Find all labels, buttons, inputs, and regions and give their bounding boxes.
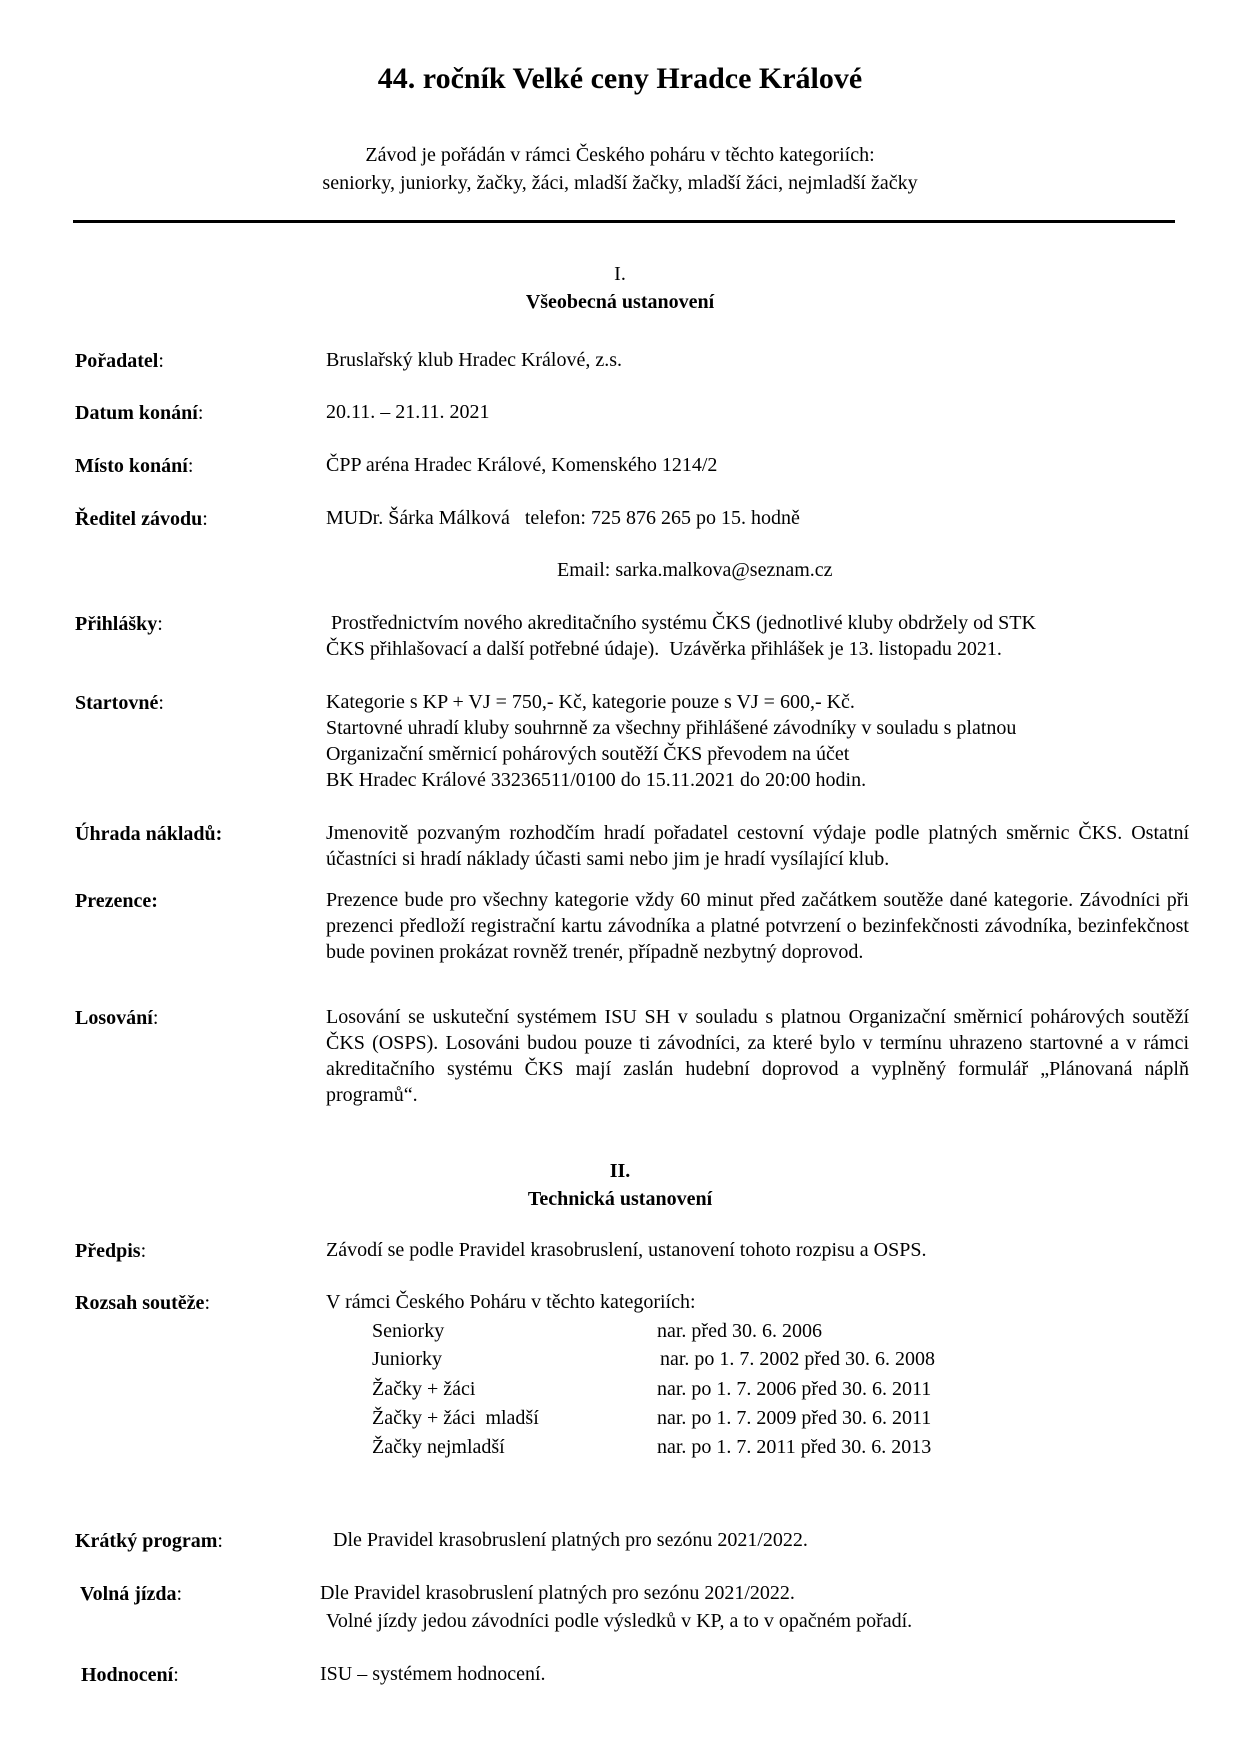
section-2-heading: Technická ustanovení [527, 1188, 713, 1210]
category-date: nar. po 1. 7. 2002 před 30. 6. 2008 [660, 1348, 935, 1370]
label-hodnoceni: Hodnocení: [81, 1664, 179, 1686]
section-2-number: II. [609, 1160, 631, 1182]
value-startovne-line-1: Kategorie s KP + VJ = 750,- Kč, kategorie pouze s VJ = 600,- Kč. [326, 691, 855, 713]
section-1-number: I. [614, 263, 626, 285]
category-date: nar. před 30. 6. 2006 [657, 1320, 822, 1342]
value-prihlasky-line-2: ČKS přihlašovací a další potřebné údaje). Uzávěrka přihlášek je 13. listopadu 2021. [326, 638, 1002, 660]
value-misto-konani: ČPP aréna Hradec Králové, Komenského 1214/2 [326, 454, 718, 476]
value-volna-jizda-line-1: Dle Pravidel krasobruslení platných pro sezónu 2021/2022. [320, 1582, 795, 1604]
value-reditel-zavodu: MUDr. Šárka Málková telefon: 725 876 265 po 15. hodně [326, 507, 800, 529]
label-startovne: Startovné: [75, 692, 164, 714]
value-losovani: Losování se uskuteční systémem ISU SH v souladu s platnou Organizační směrnicí pohárových soutěží ČKS (OSPS). Losováni budou pouze ti závodníci, za které bylo v termínu uhrazeno startovné a v rámci akreditačního systému ČKS mají zaslán hudební doprovod a vyplněný formulář „Plánovaná náplň programů“. [326, 1006, 1189, 1106]
document-title: 44. ročník Velké ceny Hradce Králové [377, 62, 863, 95]
label-prihlasky: Přihlášky: [75, 613, 163, 635]
intro-line-1: Závod je pořádán v rámci Českého poháru v těchto kategoriích: [365, 144, 875, 166]
label-datum-konani: Datum konání: [75, 402, 204, 424]
category-date: nar. po 1. 7. 2006 před 30. 6. 2011 [657, 1378, 932, 1400]
category-name: Žačky + žáci [372, 1378, 476, 1400]
value-prihlasky-line-1: Prostřednictvím nového akreditačního systému ČKS (jednotlivé kluby obdržely od STK [326, 612, 1036, 634]
category-date: nar. po 1. 7. 2011 před 30. 6. 2013 [657, 1436, 932, 1458]
label-kratky-program: Krátký program: [75, 1530, 223, 1552]
intro-line-2: seniorky, juniorky, žačky, žáci, mladší žačky, mladší žáci, nejmladší žačky [322, 172, 918, 194]
label-predpis: Předpis: [75, 1240, 147, 1262]
value-prezence: Prezence bude pro všechny kategorie vždy 60 minut před začátkem soutěže dané kategorie. Závodníci při prezenci předloží registrační kartu závodníka a platné potvrzení o bezinfekčnosti závodníka, bezinfekčnost bude povinen prokázat rovněž trenér, případně nezbytný doprovod. [326, 889, 1189, 963]
category-name: Žačky + žáci mladší [372, 1407, 539, 1429]
label-misto-konani: Místo konání: [75, 455, 194, 477]
label-prezence: Prezence: [75, 890, 158, 912]
label-losovani: Losování: [75, 1007, 159, 1029]
value-poradatel: Bruslařský klub Hradec Králové, z.s. [326, 349, 623, 371]
label-rozsah-souteze: Rozsah soutěže: [75, 1292, 210, 1314]
label-poradatel: Pořadatel: [75, 350, 164, 372]
section-1-heading: Všeobecná ustanovení [525, 291, 715, 313]
label-uhrada-nakladu: Úhrada nákladů: [75, 823, 223, 845]
category-name: Juniorky [372, 1348, 442, 1370]
label-reditel-zavodu: Ředitel závodu: [75, 508, 208, 530]
value-uhrada-nakladu: Jmenovitě pozvaným rozhodčím hradí pořadatel cestovní výdaje podle platných směrnic ČKS. Ostatní účastníci si hradí náklady účasti sami nebo jim je hradí vysílající klub. [326, 822, 1189, 870]
category-name: Žačky nejmladší [372, 1436, 505, 1458]
label-volna-jizda: Volná jízda: [80, 1583, 183, 1605]
category-date: nar. po 1. 7. 2009 před 30. 6. 2011 [657, 1407, 932, 1429]
value-datum-konani: 20.11. – 21.11. 2021 [326, 401, 490, 423]
value-startovne-line-3: Organizační směrnicí pohárových soutěží ČKS převodem na účet [326, 743, 850, 765]
value-rozsah-intro: V rámci Českého Poháru v těchto kategoriích: [326, 1291, 696, 1313]
value-startovne-line-4: BK Hradec Králové 33236511/0100 do 15.11.2021 do 20:00 hodin. [326, 769, 867, 791]
value-predpis: Závodí se podle Pravidel krasobruslení, ustanovení tohoto rozpisu a OSPS. [326, 1239, 927, 1261]
value-volna-jizda-line-2: Volné jízdy jedou závodníci podle výsledků v KP, a to v opačném pořadí. [326, 1610, 913, 1632]
value-startovne-line-2: Startovné uhradí kluby souhrnně za všechny přihlášené závodníky v souladu s platnou [326, 717, 1017, 739]
category-name: Seniorky [372, 1320, 445, 1342]
value-kratky-program: Dle Pravidel krasobruslení platných pro sezónu 2021/2022. [333, 1529, 808, 1551]
value-email: Email: sarka.malkova@seznam.cz [557, 559, 833, 581]
header-divider [73, 220, 1175, 223]
value-hodnoceni: ISU – systémem hodnocení. [320, 1663, 546, 1685]
